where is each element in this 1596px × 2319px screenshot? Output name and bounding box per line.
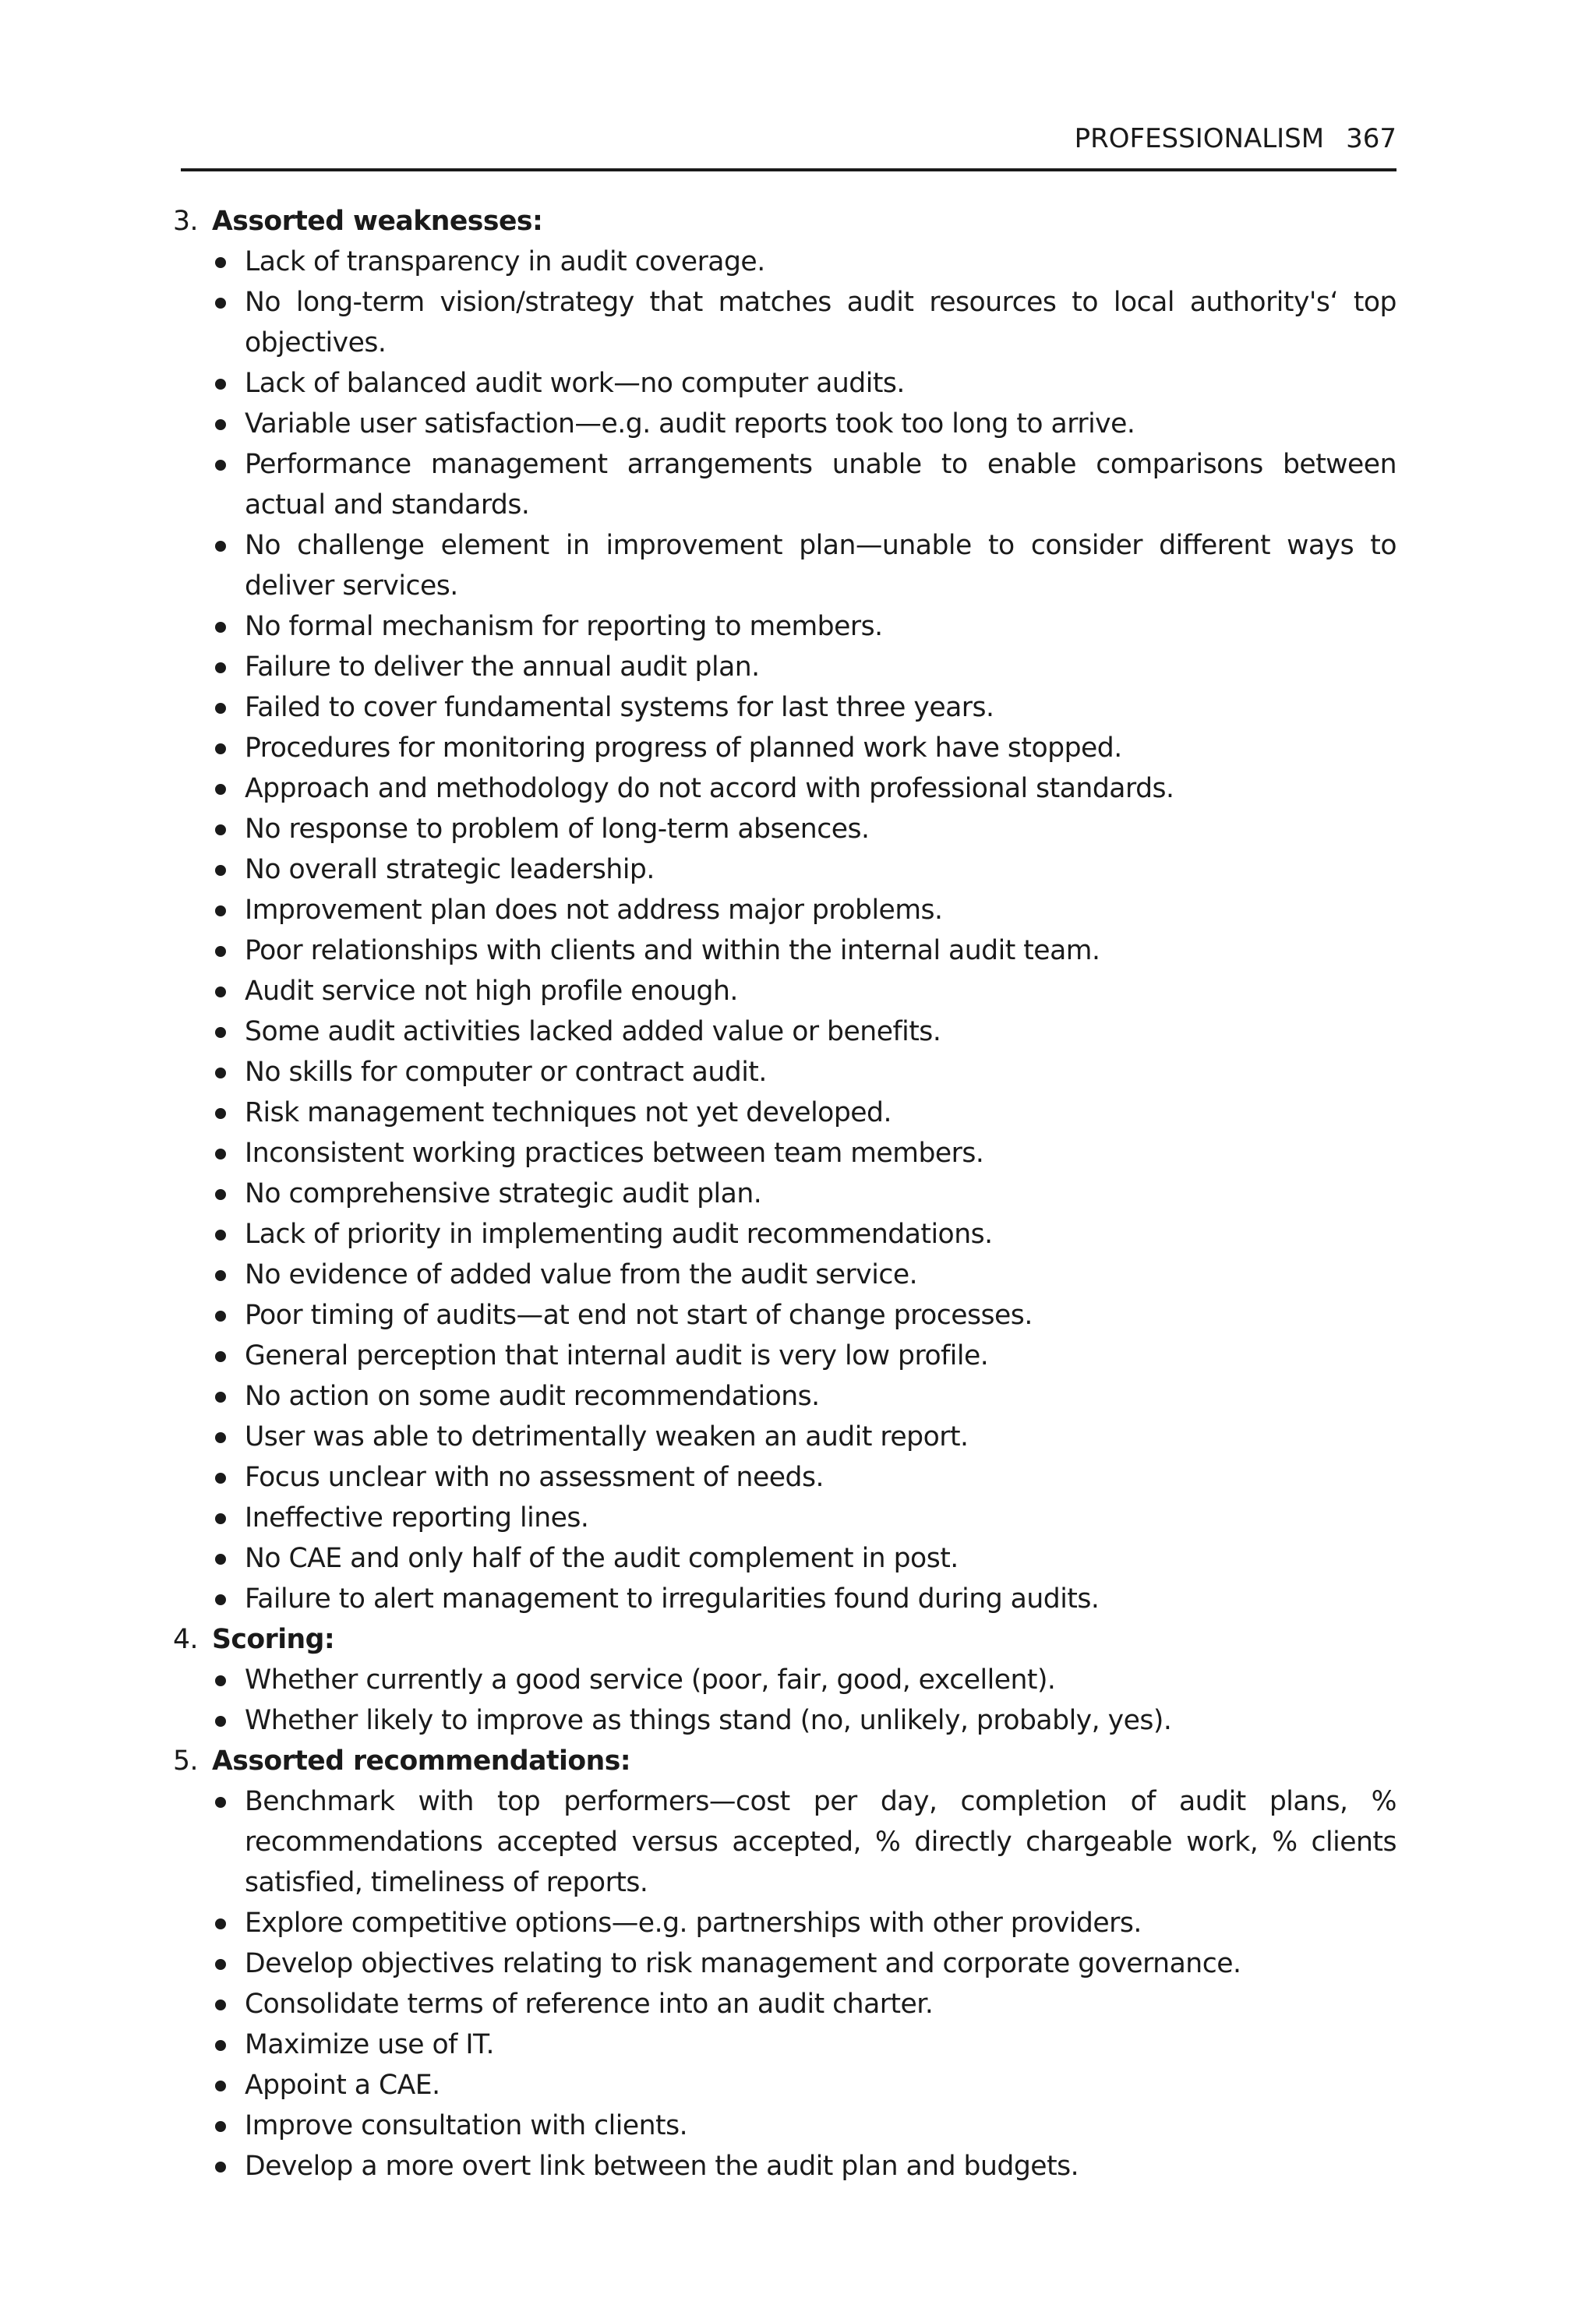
list-item — [173, 728, 1396, 768]
list-item — [173, 606, 1396, 647]
section-heading — [173, 201, 1396, 242]
list-item-text: No formal mechanism for reporting to members. — [245, 611, 883, 642]
list-item — [173, 1295, 1396, 1336]
list-item-text: General perception that internal audit is very low profile. — [245, 1340, 989, 1371]
list-item-text: Failed to cover fundamental systems for last three years. — [245, 692, 994, 723]
list-item — [173, 1417, 1396, 1457]
list-item-text: No challenge element in improvement plan—unable to consider different ways to deliver services. — [245, 530, 1396, 602]
bullet-icon — [215, 946, 226, 957]
list-item-text: Risk management techniques not yet developed. — [245, 1097, 892, 1128]
list-item — [173, 1011, 1396, 1052]
bullet-icon — [215, 743, 226, 754]
list-item — [173, 1376, 1396, 1417]
bullet-icon — [215, 1311, 226, 1322]
bullet-icon — [215, 1675, 226, 1686]
list-item — [173, 1498, 1396, 1538]
list-item — [173, 1052, 1396, 1092]
list-item — [173, 1092, 1396, 1133]
bullet-icon — [215, 865, 226, 876]
list-item-text: User was able to detrimentally weaken an audit report. — [245, 1421, 969, 1452]
list-item-text: Benchmark with top performers—cost per day, completion of audit plans, % recommendations accepted versus accepted, % directly chargeable work, % clients satisfied, timeliness of reports. — [245, 1786, 1396, 1898]
bullet-icon — [215, 1068, 226, 1078]
list-item-text: No response to problem of long-term absences. — [245, 814, 870, 845]
list-item — [173, 849, 1396, 890]
list-item — [173, 1457, 1396, 1498]
list-item-text: No evidence of added value from the audit service. — [245, 1259, 918, 1290]
bullet-icon — [215, 1432, 226, 1443]
list-item — [173, 2024, 1396, 2065]
bullet-icon — [215, 1189, 226, 1200]
bullet-icon — [215, 662, 226, 673]
list-item — [173, 242, 1396, 282]
list-item-text: No action on some audit recommendations. — [245, 1381, 820, 1412]
bullet-icon — [215, 1594, 226, 1605]
list-item-text: Failure to alert management to irregularities found during audits. — [245, 1583, 1100, 1615]
bullet-icon — [215, 460, 226, 471]
list-item — [173, 1336, 1396, 1376]
list-item — [173, 1700, 1396, 1741]
bullet-icon — [215, 622, 226, 633]
list-item-text: Whether currently a good service (poor, fair, good, excellent). — [245, 1664, 1056, 1696]
list-item-text: Lack of balanced audit work—no computer audits. — [245, 368, 905, 399]
section-number: 4. — [173, 1624, 198, 1655]
list-item — [173, 687, 1396, 728]
section-title: Assorted recommendations: — [212, 1745, 631, 1777]
bullet-icon — [215, 1797, 226, 1808]
list-item — [173, 363, 1396, 404]
list-item-text: Appoint a CAE. — [245, 2070, 440, 2101]
section-title: Scoring: — [212, 1624, 335, 1655]
list-item-text: Failure to deliver the annual audit plan. — [245, 651, 760, 683]
bullet-icon — [215, 1230, 226, 1241]
list-item-text: No skills for computer or contract audit. — [245, 1057, 767, 1088]
list-item — [173, 890, 1396, 930]
section-number: 3. — [173, 206, 198, 237]
bullet-icon — [215, 257, 226, 268]
list-item-text: Performance management arrangements unable to enable comparisons between actual and standards. — [245, 449, 1396, 521]
list-item-text: Improve consultation with clients. — [245, 2110, 688, 2141]
bullet-icon — [215, 1513, 226, 1524]
list-item — [173, 1579, 1396, 1619]
list-item-text: No comprehensive strategic audit plan. — [245, 1178, 762, 1209]
bullet-icon — [215, 1149, 226, 1160]
list-item-text: Focus unclear with no assessment of needs. — [245, 1462, 824, 1493]
list-section — [173, 1619, 1396, 1741]
bullet-icon — [215, 541, 226, 552]
list-item — [173, 1255, 1396, 1295]
header-text — [1075, 122, 1396, 156]
section-number: 5. — [173, 1745, 198, 1777]
bullet-icon — [215, 1392, 226, 1403]
bullet-icon — [215, 2081, 226, 2091]
list-item — [173, 647, 1396, 687]
list-item — [173, 282, 1396, 363]
bullet-icon — [215, 703, 226, 714]
page-header — [181, 117, 1396, 171]
list-item-text: Variable user satisfaction—e.g. audit reports took too long to arrive. — [245, 408, 1135, 439]
list-item — [173, 1538, 1396, 1579]
bullet-icon — [215, 784, 226, 795]
bullet-icon — [215, 1108, 226, 1119]
bullet-icon — [215, 1554, 226, 1565]
list-section — [173, 1741, 1396, 2187]
bullet-icon — [215, 2000, 226, 2010]
page-number: 367 — [1346, 123, 1396, 154]
list-item-text: No overall strategic leadership. — [245, 854, 655, 885]
bullet-icon — [215, 2040, 226, 2051]
bullet-icon — [215, 1959, 226, 1970]
section-heading — [173, 1741, 1396, 1781]
list-item — [173, 525, 1396, 606]
list-item-text: Lack of priority in implementing audit recommendations. — [245, 1219, 993, 1250]
list-item-text: Ineffective reporting lines. — [245, 1502, 589, 1534]
list-item — [173, 971, 1396, 1011]
list-item — [173, 1214, 1396, 1255]
list-item — [173, 809, 1396, 849]
list-item — [173, 2065, 1396, 2105]
list-item — [173, 1660, 1396, 1700]
list-item — [173, 2146, 1396, 2187]
bullet-icon — [215, 824, 226, 835]
bullet-icon — [215, 1270, 226, 1281]
bullet-icon — [215, 2121, 226, 2132]
list-item-text: Lack of transparency in audit coverage. — [245, 246, 765, 277]
bullet-icon — [215, 1027, 226, 1038]
bullet-icon — [215, 419, 226, 430]
bullet-icon — [215, 379, 226, 390]
list-item-text: No long-term vision/strategy that matches audit resources to local authority's‘ top objectives. — [245, 287, 1396, 358]
list-section — [173, 201, 1396, 1619]
list-item-text: Explore competitive options—e.g. partnerships with other providers. — [245, 1908, 1142, 1939]
list-item-text: Develop a more overt link between the audit plan and budgets. — [245, 2151, 1079, 2182]
section-heading — [173, 1619, 1396, 1660]
list-item — [173, 444, 1396, 525]
bullet-icon — [215, 1473, 226, 1484]
list-item — [173, 1781, 1396, 1903]
bullet-icon — [215, 298, 226, 309]
list-item-text: Improvement plan does not address major problems. — [245, 895, 943, 926]
list-item-text: Procedures for monitoring progress of planned work have stopped. — [245, 732, 1122, 764]
section-title: Assorted weaknesses: — [212, 206, 543, 237]
list-item-text: Poor relationships with clients and within the internal audit team. — [245, 935, 1100, 966]
list-item-text: No CAE and only half of the audit complement in post. — [245, 1543, 959, 1574]
page-body — [173, 201, 1396, 2187]
list-item-text: Audit service not high profile enough. — [245, 976, 738, 1007]
list-item-text: Approach and methodology do not accord with professional standards. — [245, 773, 1174, 804]
list-item-text: Whether likely to improve as things stand (no, unlikely, probably, yes). — [245, 1705, 1172, 1736]
list-item-text: Consolidate terms of reference into an audit charter. — [245, 1989, 934, 2020]
bullet-icon — [215, 1918, 226, 1929]
running-title: PROFESSIONALISM — [1074, 123, 1325, 154]
list-item-text: Some audit activities lacked added value or benefits. — [245, 1016, 941, 1047]
list-item — [173, 1984, 1396, 2024]
list-item — [173, 2105, 1396, 2146]
list-item — [173, 1943, 1396, 1984]
bullet-icon — [215, 905, 226, 916]
list-item — [173, 768, 1396, 809]
list-item — [173, 1174, 1396, 1214]
list-item-text: Inconsistent working practices between team members. — [245, 1138, 984, 1169]
list-item-text: Develop objectives relating to risk management and corporate governance. — [245, 1948, 1241, 1979]
list-item — [173, 1903, 1396, 1943]
bullet-icon — [215, 1351, 226, 1362]
list-item — [173, 930, 1396, 971]
list-item — [173, 1133, 1396, 1174]
bullet-icon — [215, 1716, 226, 1727]
list-item-text: Poor timing of audits—at end not start of change processes. — [245, 1300, 1033, 1331]
bullet-icon — [215, 2162, 226, 2173]
list-item — [173, 404, 1396, 444]
bullet-icon — [215, 987, 226, 997]
list-item-text: Maximize use of IT. — [245, 2029, 495, 2060]
